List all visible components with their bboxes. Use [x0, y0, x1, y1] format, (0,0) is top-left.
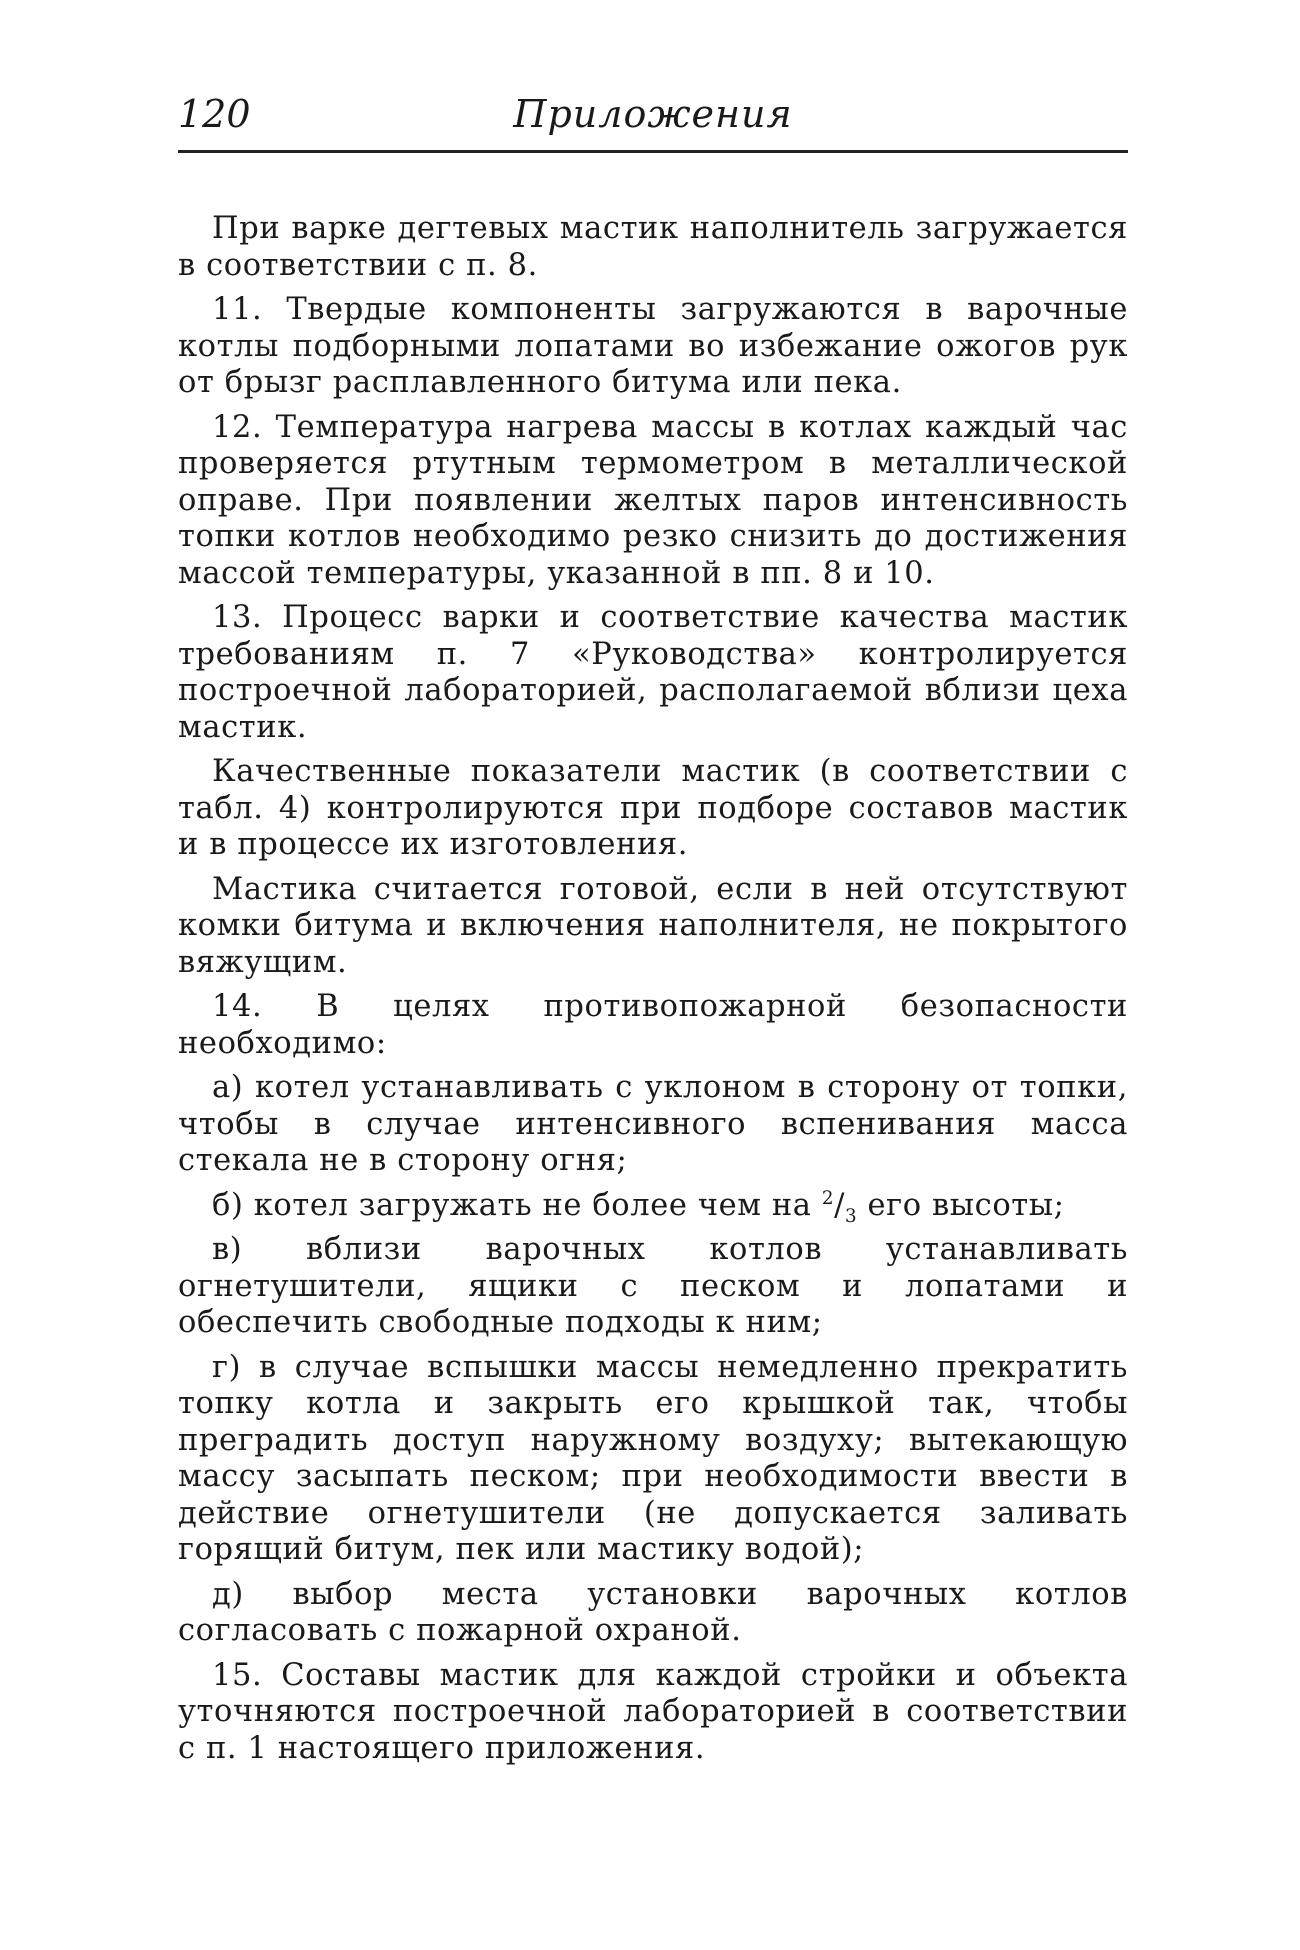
fraction-numerator: 2	[821, 1187, 835, 1209]
paragraph-subitem-b	[178, 1188, 1128, 1225]
book-page	[178, 88, 1128, 1775]
page-number: 120	[178, 92, 251, 136]
subitem-b-text-before: б) котел загружать не более чем на	[212, 1187, 822, 1223]
fraction-denominator: 3	[845, 1205, 858, 1227]
paragraph-subitem-g: г) в случае вспышки массы немедленно прекратить топку котла и закрыть его крышкой так, чтобы преградить доступ наружному воздуху; вытекающую массу засыпать песком; при необходимости ввести в действие огнетушители (не допускается заливать горящий битум, пек или мастику водой);	[178, 1349, 1128, 1567]
paragraph-item-13: 13. Процесс варки и соответствие качества мастик требованиям п. 7 «Руководства» контролируется построечной лабораторией, располагаемой вблизи цеха мастик.	[178, 600, 1128, 745]
paragraph-item-12: 12. Температура нагрева массы в котлах каждый час проверяется ртутным термометром в металлической оправе. При появлении желтых паров интенсивность топки котлов необходимо резко снизить до достижения массой температуры, указанной в пп. 8 и 10.	[178, 409, 1128, 591]
paragraph-item-11: 11. Твердые компоненты загружаются в варочные котлы подборными лопатами во избежание ожогов рук от брызг расплавленного битума или пека.	[178, 292, 1128, 400]
paragraph: При варке дегтевых мастик наполнитель загружается в соответствии с п. 8.	[178, 211, 1128, 283]
paragraph-subitem-d: д) выбор места установки варочных котлов согласовать с пожарной охраной.	[178, 1576, 1128, 1648]
body-text	[178, 211, 1128, 1767]
paragraph: Качественные показатели мастик (в соответствии с табл. 4) контролируются при подборе составов мастик и в процессе их изготовления.	[178, 754, 1128, 862]
paragraph-item-14: 14. В целях противопожарной безопасности необходимо:	[178, 989, 1128, 1061]
fraction-two-thirds: $^2/_3$	[821, 1187, 858, 1227]
subitem-b-text-after: его высоты;	[857, 1187, 1065, 1223]
paragraph-subitem-v: в) вблизи варочных котлов устанавливать огнетушители, ящики с песком и лопатами и обеспечить свободные подходы к ним;	[178, 1232, 1128, 1340]
paragraph-item-15: 15. Составы мастик для каждой стройки и объекта уточняются построечной лабораторией в соответствии с п. 1 настоящего приложения.	[178, 1657, 1128, 1766]
running-head	[178, 88, 1128, 153]
paragraph: Мастика считается готовой, если в ней отсутствуют комки битума и включения наполнителя, не покрытого вяжущим.	[178, 871, 1128, 980]
section-title: Приложения	[513, 92, 793, 136]
paragraph-subitem-a: а) котел устанавливать с уклоном в сторону от топки, чтобы в случае интенсивного вспенивания масса стекала не в сторону огня;	[178, 1070, 1128, 1178]
